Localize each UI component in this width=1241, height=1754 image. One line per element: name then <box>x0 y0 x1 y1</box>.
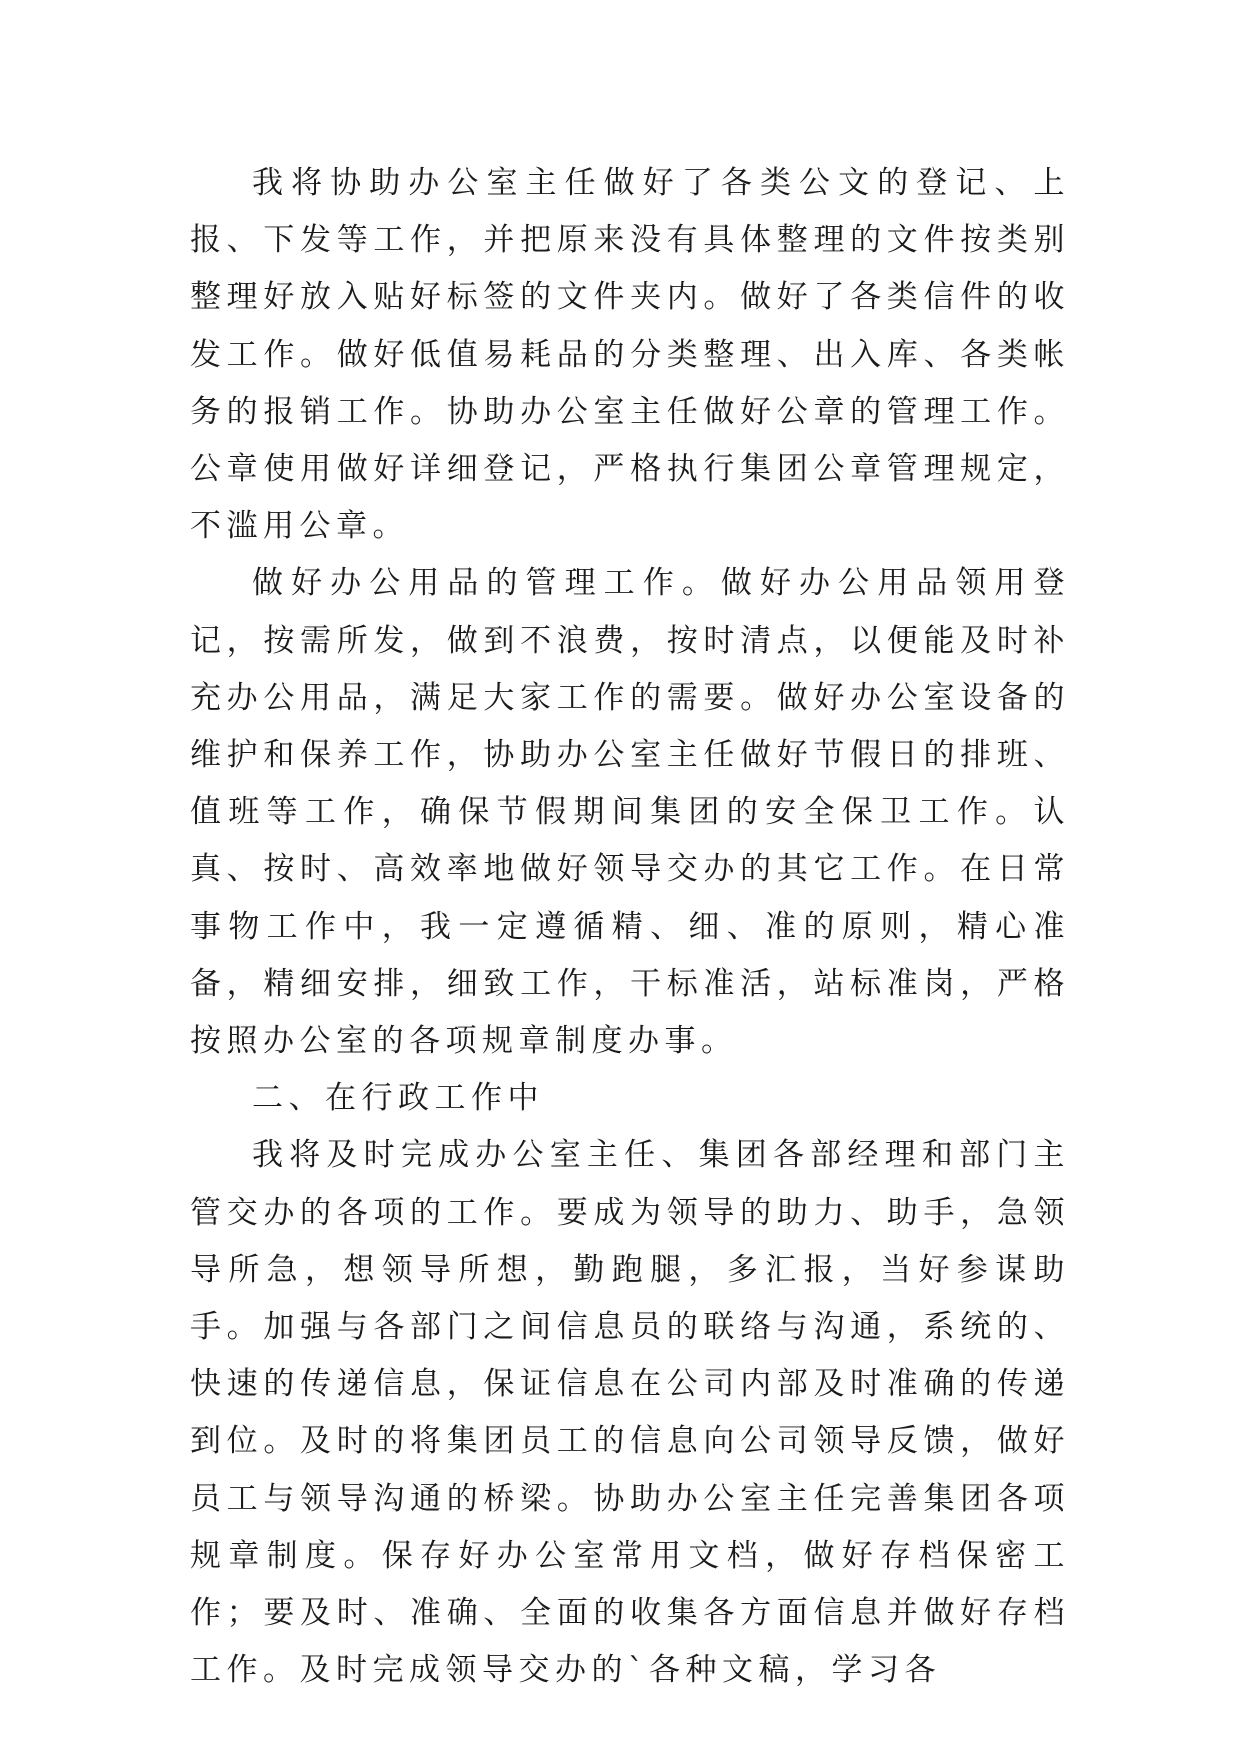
paragraph-office-supplies: 做好办公用品的管理工作。做好办公用品领用登记，按需所发，做到不浪费，按时清点，以便能及时补充办公用品，满足大家工作的需要。做好办公室设备的维护和保养工作，协助办公室主任做好节假日的排班、值班等工作，确保节假期间集团的安全保卫工作。认真、按时、高效率地做好领导交办的其它工作。在日常事物工作中，我一定遵循精、细、准的原则，精心准备，精细安排，细致工作，干标准活，站标准岗，严格按照办公室的各项规章制度办事。 <box>190 565 1070 1060</box>
paragraph-administrative-tasks: 我将及时完成办公室主任、集团各部经理和部门主管交办的各项的工作。要成为领导的助力、助手，急领导所急，想领导所想，勤跑腿，多汇报，当好参谋助手。加强与各部门之间信息员的联络与沟通，系统的、快速的传递信息，保证信息在公司内部及时准确的传递到位。及时的将集团员工的信息向公司领导反馈，做好员工与领导沟通的桥梁。协助办公室主任完善集团各项规章制度。保存好办公室常用文档，做好存档保密工作；要及时、准确、全面的收集各方面信息并做好存档工作。及时完成领导交办的`各种文稿，学习各 <box>190 1137 1070 1689</box>
document-body <box>190 155 1070 1699</box>
section-heading-administrative-work: 二、在行政工作中 <box>252 1080 544 1117</box>
paragraph-document-registration: 我将协助办公室主任做好了各类公文的登记、上报、下发等工作，并把原来没有具体整理的文件按类别整理好放入贴好标签的文件夹内。做好了各类信件的收发工作。做好低值易耗品的分类整理、出入库、各类帐务的报销工作。协助办公室主任做好公章的管理工作。公章使用做好详细登记，严格执行集团公章管理规定，不滥用公章。 <box>190 165 1070 545</box>
